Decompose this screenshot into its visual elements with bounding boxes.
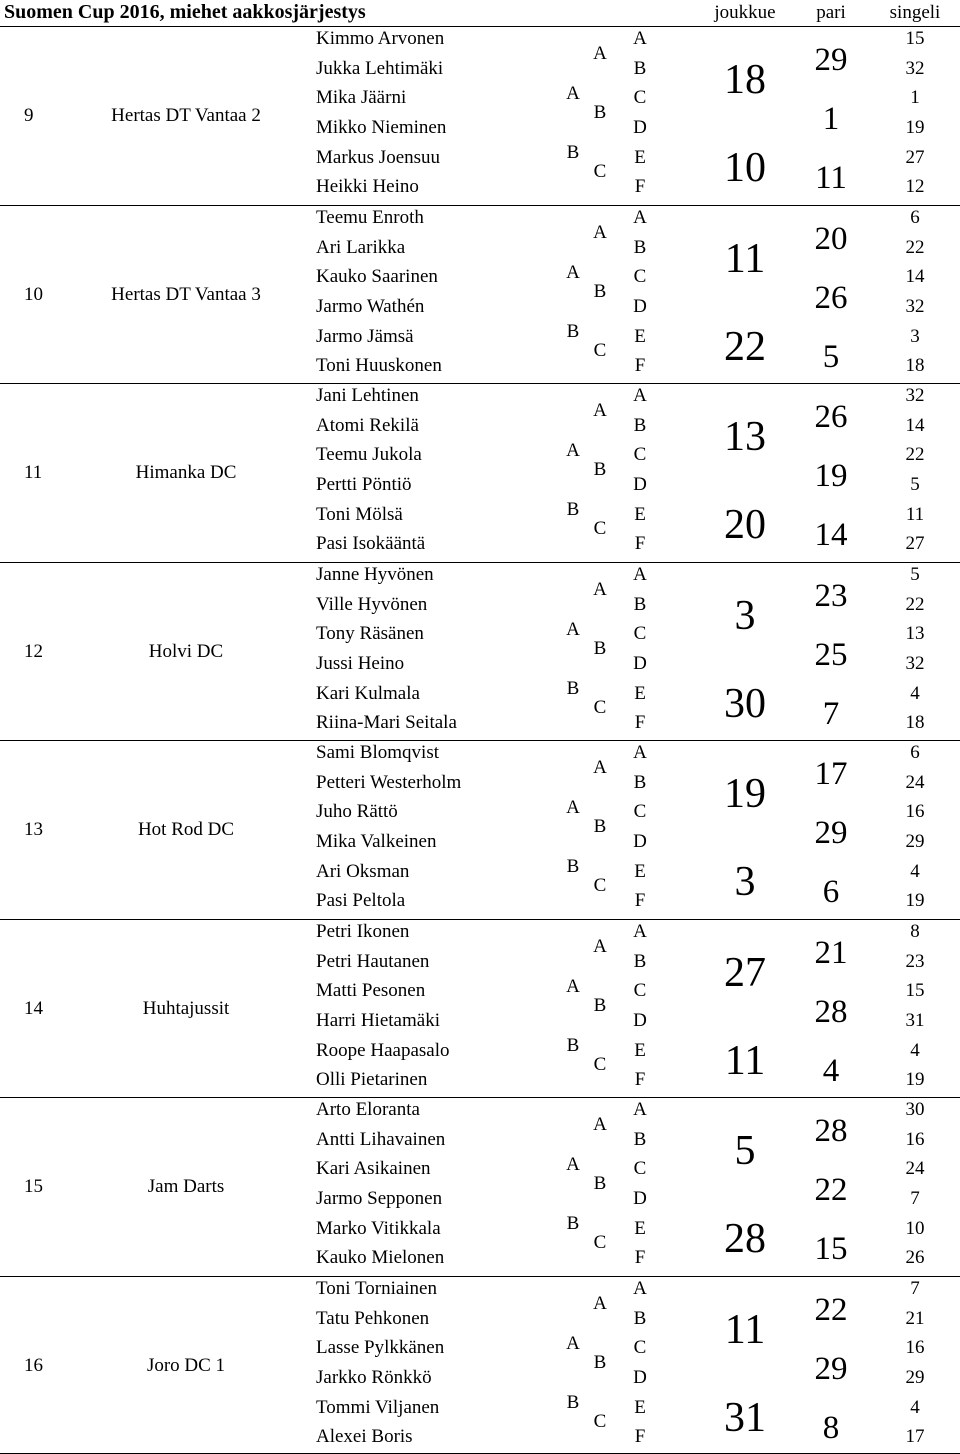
single-label: F	[635, 356, 646, 375]
single-label: C	[634, 1338, 647, 1357]
team-number: 13	[24, 820, 43, 839]
player-name: Juho Rättö	[316, 802, 398, 821]
singeli-value: 14	[906, 416, 925, 435]
single-label: D	[633, 1368, 647, 1387]
pari-value: 29	[815, 1353, 848, 1386]
pari-value: 8	[823, 1412, 840, 1445]
singeli-value: 15	[906, 981, 925, 1000]
player-name: Sami Blomqvist	[316, 743, 439, 762]
singeli-value: 17	[906, 1427, 925, 1446]
single-label: F	[635, 1248, 646, 1267]
single-label: B	[634, 1130, 647, 1149]
single-label: A	[633, 29, 647, 48]
joukkue-value: 18	[724, 59, 766, 101]
singeli-value: 16	[906, 1130, 925, 1149]
player-name: Petri Hautanen	[316, 952, 429, 971]
single-label: B	[634, 773, 647, 792]
player-name: Roope Haapasalo	[316, 1041, 449, 1060]
pari-value: 28	[815, 1115, 848, 1148]
group-label: B	[567, 1214, 580, 1233]
singeli-value: 24	[906, 1159, 925, 1178]
single-label: A	[633, 208, 647, 227]
single-label: D	[633, 832, 647, 851]
singeli-value: 14	[906, 267, 925, 286]
singeli-value: 32	[906, 386, 925, 405]
group-label: A	[566, 1334, 580, 1353]
singeli-value: 19	[906, 891, 925, 910]
single-label: B	[634, 1309, 647, 1328]
column-header-pari: pari	[816, 2, 846, 24]
singeli-value: 24	[906, 773, 925, 792]
group-label: A	[566, 798, 580, 817]
single-label: E	[634, 684, 646, 703]
pair-label: A	[593, 44, 607, 63]
player-name: Pertti Pöntiö	[316, 475, 412, 494]
player-name: Kari Kulmala	[316, 684, 420, 703]
single-label: A	[633, 1279, 647, 1298]
player-name: Petteri Westerholm	[316, 773, 461, 792]
joukkue-value: 5	[735, 1130, 756, 1172]
team-block	[0, 205, 960, 384]
single-label: F	[635, 891, 646, 910]
single-label: B	[634, 416, 647, 435]
team-name: Hot Rod DC	[138, 820, 234, 839]
singeli-value: 21	[906, 1309, 925, 1328]
player-name: Markus Joensuu	[316, 148, 440, 167]
team-name: Holvi DC	[149, 642, 223, 661]
player-name: Jarmo Jämsä	[316, 327, 414, 346]
page-title: Suomen Cup 2016, miehet aakkosjärjestys	[4, 1, 366, 24]
single-label: D	[633, 1011, 647, 1030]
joukkue-value: 28	[724, 1218, 766, 1260]
single-label: C	[634, 1159, 647, 1178]
singeli-value: 19	[906, 118, 925, 137]
group-label: B	[567, 1036, 580, 1055]
team-block	[0, 562, 960, 741]
pair-label: B	[594, 103, 607, 122]
team-name: Huhtajussit	[143, 999, 230, 1018]
team-block	[0, 383, 960, 562]
pair-label: B	[594, 639, 607, 658]
player-name: Harri Hietamäki	[316, 1011, 440, 1030]
player-name: Riina-Mari Seitala	[316, 713, 457, 732]
single-label: A	[633, 922, 647, 941]
joukkue-value: 13	[724, 416, 766, 458]
team-number: 9	[24, 106, 34, 125]
player-name: Tommi Viljanen	[316, 1398, 439, 1417]
singeli-value: 5	[910, 565, 920, 584]
player-name: Atomi Rekilä	[316, 416, 419, 435]
group-label: A	[566, 84, 580, 103]
group-label: A	[566, 263, 580, 282]
player-name: Tony Räsänen	[316, 624, 424, 643]
singeli-value: 7	[910, 1189, 920, 1208]
player-name: Kari Asikainen	[316, 1159, 431, 1178]
singeli-value: 4	[910, 1398, 920, 1417]
pair-label: A	[593, 1115, 607, 1134]
pair-label: B	[594, 282, 607, 301]
pari-value: 15	[815, 1233, 848, 1266]
singeli-value: 18	[906, 356, 925, 375]
pair-label: A	[593, 580, 607, 599]
singeli-value: 32	[906, 654, 925, 673]
player-name: Antti Lihavainen	[316, 1130, 445, 1149]
player-name: Ari Larikka	[316, 238, 405, 257]
joukkue-value: 27	[724, 952, 766, 994]
singeli-value: 23	[906, 952, 925, 971]
player-name: Toni Torniainen	[316, 1279, 437, 1298]
singeli-value: 10	[906, 1219, 925, 1238]
group-label: B	[567, 143, 580, 162]
singeli-value: 26	[906, 1248, 925, 1267]
player-name: Jukka Lehtimäki	[316, 59, 443, 78]
player-name: Jarmo Wathén	[316, 297, 424, 316]
singeli-value: 31	[906, 1011, 925, 1030]
pair-label: C	[594, 876, 607, 895]
joukkue-value: 3	[735, 595, 756, 637]
pari-value: 23	[815, 580, 848, 613]
player-name: Toni Mölsä	[316, 505, 403, 524]
single-label: C	[634, 88, 647, 107]
pair-label: B	[594, 1353, 607, 1372]
single-label: B	[634, 59, 647, 78]
team-number: 15	[24, 1177, 43, 1196]
team-block	[0, 1276, 960, 1454]
group-label: B	[567, 679, 580, 698]
singeli-value: 6	[910, 208, 920, 227]
singeli-value: 1	[910, 88, 920, 107]
team-name: Himanka DC	[136, 463, 237, 482]
singeli-value: 12	[906, 177, 925, 196]
player-name: Mikko Nieminen	[316, 118, 446, 137]
single-label: F	[635, 1427, 646, 1446]
group-label: A	[566, 441, 580, 460]
group-label: B	[567, 1393, 580, 1412]
single-label: A	[633, 565, 647, 584]
pair-label: A	[593, 937, 607, 956]
pari-value: 28	[815, 996, 848, 1029]
column-header-joukkue: joukkue	[714, 2, 775, 24]
pari-value: 14	[815, 519, 848, 552]
pari-value: 4	[823, 1055, 840, 1088]
player-name: Mika Jäärni	[316, 88, 406, 107]
team-name: Hertas DT Vantaa 3	[111, 285, 261, 304]
pari-value: 21	[815, 937, 848, 970]
player-name: Arto Eloranta	[316, 1100, 420, 1119]
team-block	[0, 26, 960, 205]
pair-label: B	[594, 1174, 607, 1193]
team-name: Hertas DT Vantaa 2	[111, 106, 261, 125]
singeli-value: 27	[906, 534, 925, 553]
player-name: Teemu Enroth	[316, 208, 424, 227]
singeli-value: 29	[906, 832, 925, 851]
single-label: F	[635, 713, 646, 732]
player-name: Toni Huuskonen	[316, 356, 442, 375]
player-name: Marko Vitikkala	[316, 1219, 441, 1238]
single-label: C	[634, 981, 647, 1000]
singeli-value: 16	[906, 1338, 925, 1357]
single-label: F	[635, 177, 646, 196]
singeli-value: 30	[906, 1100, 925, 1119]
pari-value: 5	[823, 341, 840, 374]
pair-label: B	[594, 460, 607, 479]
singeli-value: 11	[906, 505, 924, 524]
pair-label: C	[594, 1055, 607, 1074]
singeli-value: 22	[906, 595, 925, 614]
pari-value: 20	[815, 223, 848, 256]
joukkue-value: 31	[724, 1397, 766, 1439]
pair-label: C	[594, 1412, 607, 1431]
player-name: Jussi Heino	[316, 654, 404, 673]
singeli-value: 16	[906, 802, 925, 821]
single-label: D	[633, 118, 647, 137]
player-name: Janne Hyvönen	[316, 565, 434, 584]
team-number: 10	[24, 285, 43, 304]
singeli-value: 4	[910, 862, 920, 881]
pair-label: C	[594, 162, 607, 181]
single-label: C	[634, 445, 647, 464]
singeli-value: 29	[906, 1368, 925, 1387]
pair-label: C	[594, 1233, 607, 1252]
pair-label: C	[594, 698, 607, 717]
single-label: E	[634, 327, 646, 346]
player-name: Lasse Pylkkänen	[316, 1338, 444, 1357]
player-name: Alexei Boris	[316, 1427, 413, 1446]
pair-label: C	[594, 341, 607, 360]
joukkue-value: 11	[725, 238, 765, 280]
single-label: A	[633, 386, 647, 405]
team-number: 16	[24, 1356, 43, 1375]
group-label: A	[566, 620, 580, 639]
pari-value: 26	[815, 282, 848, 315]
single-label: F	[635, 1070, 646, 1089]
pari-value: 11	[815, 162, 847, 195]
single-label: D	[633, 654, 647, 673]
group-label: B	[567, 322, 580, 341]
pair-label: A	[593, 223, 607, 242]
joukkue-value: 11	[725, 1309, 765, 1351]
single-label: E	[634, 505, 646, 524]
team-name: Joro DC 1	[147, 1356, 225, 1375]
joukkue-value: 30	[724, 683, 766, 725]
joukkue-value: 20	[724, 504, 766, 546]
player-name: Tatu Pehkonen	[316, 1309, 429, 1328]
pari-value: 6	[823, 876, 840, 909]
player-name: Petri Ikonen	[316, 922, 409, 941]
joukkue-value: 11	[725, 1040, 765, 1082]
pari-value: 22	[815, 1174, 848, 1207]
column-header-singeli: singeli	[890, 2, 941, 24]
table-header	[0, 0, 960, 27]
single-label: C	[634, 802, 647, 821]
player-name: Kauko Saarinen	[316, 267, 438, 286]
singeli-value: 3	[910, 327, 920, 346]
player-name: Jarkko Rönkkö	[316, 1368, 432, 1387]
single-label: E	[634, 148, 646, 167]
single-label: D	[633, 475, 647, 494]
pari-value: 29	[815, 817, 848, 850]
singeli-value: 5	[910, 475, 920, 494]
single-label: B	[634, 238, 647, 257]
joukkue-value: 19	[724, 773, 766, 815]
team-number: 11	[24, 463, 42, 482]
joukkue-value: 10	[724, 147, 766, 189]
pari-value: 7	[823, 698, 840, 731]
pair-label: B	[594, 817, 607, 836]
group-label: B	[567, 857, 580, 876]
player-name: Olli Pietarinen	[316, 1070, 427, 1089]
single-label: A	[633, 743, 647, 762]
player-name: Kimmo Arvonen	[316, 29, 444, 48]
single-label: E	[634, 1398, 646, 1417]
player-name: Jani Lehtinen	[316, 386, 419, 405]
player-name: Pasi Isokääntä	[316, 534, 425, 553]
singeli-value: 4	[910, 1041, 920, 1060]
singeli-value: 15	[906, 29, 925, 48]
pair-label: A	[593, 758, 607, 777]
pari-value: 19	[815, 460, 848, 493]
singeli-value: 7	[910, 1279, 920, 1298]
team-block	[0, 1097, 960, 1276]
singeli-value: 32	[906, 297, 925, 316]
player-name: Ville Hyvönen	[316, 595, 427, 614]
singeli-value: 27	[906, 148, 925, 167]
singeli-value: 6	[910, 743, 920, 762]
single-label: F	[635, 534, 646, 553]
pari-value: 17	[815, 758, 848, 791]
player-name: Kauko Mielonen	[316, 1248, 444, 1267]
team-number: 14	[24, 999, 43, 1018]
joukkue-value: 3	[735, 861, 756, 903]
pari-value: 29	[815, 44, 848, 77]
pair-label: A	[593, 401, 607, 420]
single-label: C	[634, 267, 647, 286]
pari-value: 1	[823, 103, 840, 136]
teams-table	[0, 26, 960, 1454]
single-label: A	[633, 1100, 647, 1119]
player-name: Mika Valkeinen	[316, 832, 437, 851]
pari-value: 25	[815, 639, 848, 672]
team-block	[0, 740, 960, 919]
singeli-value: 22	[906, 445, 925, 464]
group-label: A	[566, 1155, 580, 1174]
single-label: E	[634, 862, 646, 881]
player-name: Ari Oksman	[316, 862, 409, 881]
player-name: Pasi Peltola	[316, 891, 405, 910]
single-label: B	[634, 952, 647, 971]
pair-label: B	[594, 996, 607, 1015]
pair-label: C	[594, 519, 607, 538]
singeli-value: 13	[906, 624, 925, 643]
team-block	[0, 919, 960, 1098]
player-name: Teemu Jukola	[316, 445, 422, 464]
singeli-value: 8	[910, 922, 920, 941]
single-label: D	[633, 1189, 647, 1208]
player-name: Matti Pesonen	[316, 981, 425, 1000]
pair-label: A	[593, 1294, 607, 1313]
singeli-value: 19	[906, 1070, 925, 1089]
group-label: B	[567, 500, 580, 519]
player-name: Heikki Heino	[316, 177, 419, 196]
singeli-value: 18	[906, 713, 925, 732]
joukkue-value: 22	[724, 326, 766, 368]
pari-value: 26	[815, 401, 848, 434]
singeli-value: 22	[906, 238, 925, 257]
group-label: A	[566, 977, 580, 996]
pari-value: 22	[815, 1294, 848, 1327]
team-name: Jam Darts	[148, 1177, 225, 1196]
single-label: E	[634, 1041, 646, 1060]
single-label: D	[633, 297, 647, 316]
single-label: C	[634, 624, 647, 643]
singeli-value: 4	[910, 684, 920, 703]
player-name: Jarmo Sepponen	[316, 1189, 442, 1208]
team-number: 12	[24, 642, 43, 661]
single-label: B	[634, 595, 647, 614]
singeli-value: 32	[906, 59, 925, 78]
single-label: E	[634, 1219, 646, 1238]
